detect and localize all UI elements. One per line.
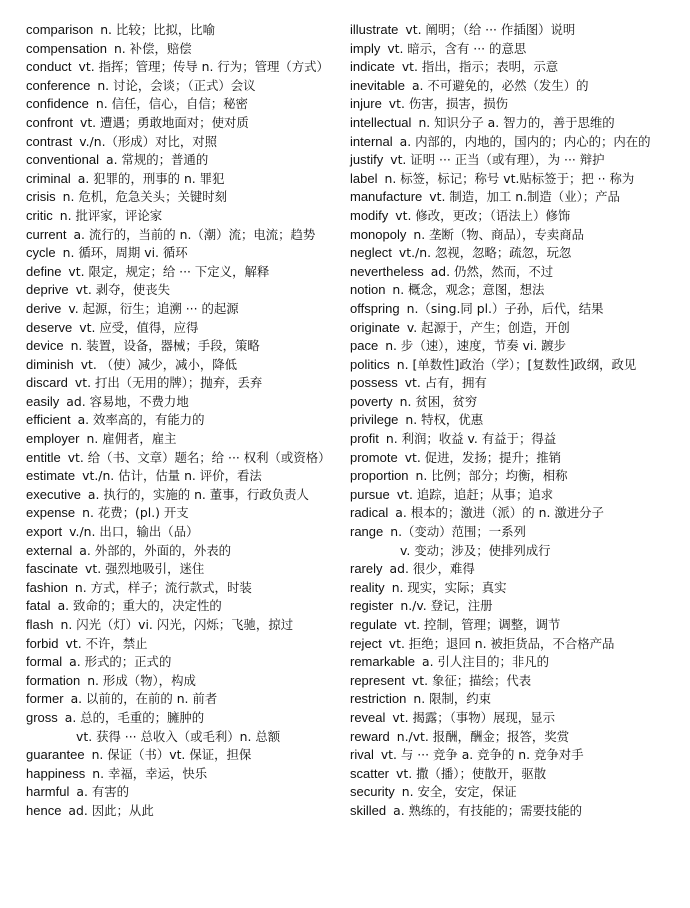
vocab-word: forbid xyxy=(26,635,59,651)
vocab-definition: n. 装置，设备，器械；手段，策略 xyxy=(70,338,260,354)
vocab-definition: n. 特权，优惠 xyxy=(405,412,484,428)
vocab-word: possess xyxy=(350,375,398,391)
vocab-word: represent xyxy=(350,672,405,688)
vocab-word: imply xyxy=(350,40,381,56)
vocab-word: reward xyxy=(350,728,390,744)
vocab-entry xyxy=(26,95,332,114)
vocab-definition: n. 比较；比拟，比喻 xyxy=(100,22,216,37)
vocab-definition: vt. 修改，更改；（语法上）修饰 xyxy=(395,207,571,223)
vocab-word: define xyxy=(26,263,62,279)
vocab-word: reject xyxy=(350,635,382,651)
vocab-definition: a. 有害的 xyxy=(76,784,130,800)
vocab-word: promote xyxy=(350,449,398,465)
vocab-definition: vt. 证明 ··· 正当（或有理），为 ··· 辩护 xyxy=(390,152,605,168)
vocab-entry xyxy=(350,672,678,691)
vocab-definition: a. 熟练的，有技能的；需要技能的 xyxy=(393,802,583,818)
vocab-word: expense xyxy=(26,505,76,521)
vocab-word: neglect xyxy=(350,245,392,261)
vocab-word: deprive xyxy=(26,282,69,298)
vocab-definition: v./n.（形成）对比，对照 xyxy=(79,133,218,149)
vocab-word: poverty xyxy=(350,393,393,409)
vocab-entry xyxy=(26,337,332,356)
vocab-entry xyxy=(26,226,332,245)
vocab-entry xyxy=(26,374,332,393)
vocab-definition: a. 根本的；激进（派）的 n. 激进分子 xyxy=(395,505,604,521)
vocab-definition: a. 以前的，在前的 n. 前者 xyxy=(70,691,218,707)
vocab-entry xyxy=(26,281,332,300)
vocab-word: easily xyxy=(26,393,60,409)
vocab-entry xyxy=(350,467,678,486)
vocab-definition: vt. 揭露；（事物）展现，显示 xyxy=(392,709,555,725)
vocab-definition: n. 知识分子 a. 智力的，善于思维的 xyxy=(418,114,615,130)
vocab-definition: n. 限制，约束 xyxy=(413,691,492,707)
vocab-definition: vt. 追踪，追赶；从事；追求 xyxy=(396,486,554,502)
vocab-definition: n. 安全，安定，保证 xyxy=(401,784,517,800)
vocab-entry xyxy=(26,114,332,133)
vocab-definition: vt. 应受，值得，应得 xyxy=(79,319,199,335)
vocab-entry xyxy=(350,597,678,616)
vocab-entry xyxy=(350,616,678,635)
vocab-entry xyxy=(350,653,678,672)
vocab-entry xyxy=(350,728,678,747)
vocab-word: privilege xyxy=(350,412,399,428)
vocab-definition: v./n. 出口，输出（品） xyxy=(69,524,199,540)
vocab-definition: vt. 撒（播）；使散开，驱散 xyxy=(396,765,547,781)
vocab-definition: a. 形式的；正式的 xyxy=(69,654,172,670)
vocab-definition: n. 利润；收益 v. 有益于；得益 xyxy=(385,431,557,447)
vocab-definition: n. [单数性]政治（学）；[复数性]政纲，政见 xyxy=(396,356,637,372)
vocab-entry xyxy=(350,430,678,449)
vocab-definition: v. 起源于，产生；创造，开创 xyxy=(406,319,570,335)
vocab-word: rarely xyxy=(350,561,383,577)
vocab-entry xyxy=(350,263,678,282)
vocab-word: radical xyxy=(350,505,389,521)
vocab-word: deserve xyxy=(26,319,73,335)
vocab-entry xyxy=(350,114,678,133)
vocab-definition: vt. 拒绝；退回 n. 被拒货品，不合格产品 xyxy=(388,635,615,651)
vocab-definition: vt. 促进，发扬；提升；推销 xyxy=(404,449,562,465)
vocab-entry xyxy=(26,21,332,40)
vocab-definition: vt./n. 忽视，忽略；疏忽，玩忽 xyxy=(398,245,572,261)
vocab-word: confront xyxy=(26,114,73,130)
vocab-definition: n. 贫困，贫穷 xyxy=(399,393,478,409)
vocab-entry xyxy=(26,504,332,523)
vocab-definition: n. 危机，危急关头；关键时刻 xyxy=(62,189,228,205)
vocab-entry xyxy=(350,690,678,709)
vocab-definition: n. 信任，信心，自信；秘密 xyxy=(95,96,248,112)
vocab-definition: n. 补偿，赔偿 xyxy=(113,40,192,56)
vocab-definition: vt. 打出（无用的牌）；抛弃，丢弃 xyxy=(74,375,263,391)
vocab-word: contrast xyxy=(26,133,73,149)
vocab-word: employer xyxy=(26,431,80,447)
vocab-definition: ad. 容易地，不费力地 xyxy=(66,393,189,409)
vocab-entry xyxy=(26,467,332,486)
vocab-definition: vt. 暗示，含有 ··· 的意思 xyxy=(387,40,527,56)
vocab-definition: a. 总的，毛重的；臃肿的 xyxy=(64,709,205,725)
vocab-word: indicate xyxy=(350,59,395,75)
vocab-entry xyxy=(26,690,332,709)
vocab-entry xyxy=(350,21,678,40)
vocab-definition: a. 执行的，实施的 n. 董事，行政负责人 xyxy=(87,486,309,502)
vocab-definition: n. 比例；部分；均衡，相称 xyxy=(415,468,568,484)
vocab-entry xyxy=(350,77,678,96)
vocab-entry xyxy=(350,170,678,189)
vocab-definition: vt. 剥夺，使丧失 xyxy=(75,282,171,298)
vocab-word: entitle xyxy=(26,449,61,465)
left-column xyxy=(26,21,332,908)
vocab-entry xyxy=(26,207,332,226)
vocab-entry xyxy=(350,151,678,170)
vocab-word: fascinate xyxy=(26,561,79,577)
vocab-entry xyxy=(26,300,332,319)
vocab-entry xyxy=(26,560,332,579)
vocab-entry xyxy=(350,207,678,226)
vocab-word: reality xyxy=(350,579,385,595)
vocab-definition: a. 不可避免的，必然（发生）的 xyxy=(411,77,589,93)
vocab-entry xyxy=(350,356,678,375)
vocab-word: cycle xyxy=(26,245,56,261)
vocab-entry xyxy=(350,133,678,152)
vocab-word: pursue xyxy=(350,486,390,502)
vocab-entry xyxy=(350,783,678,802)
vocab-definition: a. 犯罪的，刑事的 n. 罪犯 xyxy=(77,170,225,186)
vocab-entry xyxy=(26,430,332,449)
vocab-definition: n. 保证（书）vt. 保证，担保 xyxy=(91,747,252,763)
vocab-word: scatter xyxy=(350,765,390,781)
vocab-definition: n. 幸福，幸运，快乐 xyxy=(92,765,208,781)
vocab-entry xyxy=(350,449,678,468)
vocab-word: estimate xyxy=(26,468,76,484)
vocab-entry xyxy=(26,356,332,375)
vocab-word: flash xyxy=(26,617,54,632)
vocab-definition: a. 流行的，当前的 n.（潮）流；电流；趋势 xyxy=(73,226,316,242)
vocab-entry xyxy=(26,728,332,747)
vocab-word: pace xyxy=(350,338,379,354)
vocab-word: offspring xyxy=(350,300,400,316)
vocab-definition: vt. 占有，拥有 xyxy=(404,375,487,391)
vocab-entry xyxy=(26,170,332,189)
vocab-word: fashion xyxy=(26,579,68,595)
vocab-definition: n. 步（速），速度，节奏 vi. 踱步 xyxy=(385,338,567,354)
vocab-entry xyxy=(350,281,678,300)
vocab-word: crisis xyxy=(26,189,56,205)
vocab-word: discard xyxy=(26,375,68,391)
vocab-word: originate xyxy=(350,319,400,335)
vocab-entry xyxy=(26,449,332,468)
vocab-definition: n. 雇佣者，雇主 xyxy=(86,431,177,447)
vocab-definition: vt. 指出，指示；表明，示意 xyxy=(401,59,559,75)
vocab-entry xyxy=(26,393,332,412)
vocab-word: hence xyxy=(26,802,62,818)
vocab-entry xyxy=(26,77,332,96)
vocab-word: internal xyxy=(350,133,393,149)
vocab-definition: vt. 伤害，损害，损伤 xyxy=(388,96,508,112)
vocab-entry xyxy=(350,504,678,523)
vocab-entry xyxy=(350,746,678,765)
vocab-definition: n./v. 登记，注册 xyxy=(400,598,493,614)
vocab-word: inevitable xyxy=(350,77,405,93)
vocab-definition: a. 常规的；普通的 xyxy=(106,152,209,168)
vocab-word: regulate xyxy=(350,617,397,632)
vocab-entry xyxy=(350,374,678,393)
vocab-definition: vt. 获得 ··· 总收入（或毛利）n. 总额 xyxy=(76,728,281,744)
vocab-word: restriction xyxy=(350,691,407,707)
vocab-word: happiness xyxy=(26,765,86,781)
vocab-word: comparison xyxy=(26,22,94,37)
vocab-entry xyxy=(26,783,332,802)
vocab-definition: ad. 因此；从此 xyxy=(68,802,154,818)
vocab-entry xyxy=(350,411,678,430)
right-column xyxy=(350,21,678,908)
vocab-entry xyxy=(26,635,332,654)
vocab-word: skilled xyxy=(350,802,387,818)
vocab-definition: vt. （使）减少，减小，降低 xyxy=(80,356,238,372)
vocab-definition: a. 内部的，内地的，国内的；内心的；内在的 xyxy=(399,133,651,149)
vocab-word: reveal xyxy=(350,709,386,725)
vocab-word: external xyxy=(26,542,73,558)
vocab-word: guarantee xyxy=(26,747,85,763)
vocab-word: justify xyxy=(350,152,384,168)
vocab-entry xyxy=(26,672,332,691)
vocab-entry xyxy=(350,635,678,654)
vocab-entry xyxy=(350,319,678,338)
vocab-word: proportion xyxy=(350,468,409,484)
vocab-word: fatal xyxy=(26,598,51,614)
vocab-word: rival xyxy=(350,747,374,763)
vocab-entry xyxy=(350,486,678,505)
vocab-entry xyxy=(26,523,332,542)
vocab-word: politics xyxy=(350,356,390,372)
vocab-definition: n.（sing.同 pl.）子孙，后代，结果 xyxy=(406,300,604,316)
vocab-entry xyxy=(26,133,332,152)
vocab-word: gross xyxy=(26,709,58,725)
vocab-word: confidence xyxy=(26,96,89,112)
vocab-definition: a. 引人注目的；非凡的 xyxy=(422,654,550,670)
vocab-definition: n. 批评家，评论家 xyxy=(59,207,163,223)
vocab-entry xyxy=(350,244,678,263)
vocab-entry xyxy=(26,653,332,672)
vocab-entry xyxy=(26,40,332,59)
vocab-entry xyxy=(350,188,678,207)
vocab-definition: vt. 象征；描绘；代表 xyxy=(411,672,532,688)
vocab-entry xyxy=(350,560,678,579)
vocab-word: formal xyxy=(26,654,63,670)
vocab-word: label xyxy=(350,170,378,186)
vocab-entry xyxy=(26,616,332,635)
vocab-entry xyxy=(350,802,678,821)
vocab-entry xyxy=(350,95,678,114)
vocab-definition: vt. 限定，规定；给 ··· 下定义，解释 xyxy=(68,263,270,279)
vocab-word: injure xyxy=(350,96,382,112)
vocab-entry xyxy=(350,337,678,356)
vocab-definition: vt. 给（书、文章）题名；给 ··· 权利（或资格） xyxy=(67,449,331,465)
vocab-definition: vt. 阐明；（给 ··· 作插图）说明 xyxy=(405,22,576,37)
vocab-word: conduct xyxy=(26,59,72,75)
vocab-word: former xyxy=(26,691,64,707)
vocab-definition: n. 方式，样子；流行款式，时装 xyxy=(74,579,252,595)
vocab-word: remarkable xyxy=(350,654,416,670)
vocab-definition: n./vt. 报酬，酬金；报答，奖赏 xyxy=(396,728,570,744)
vocab-definition: n. 讨论，会谈；（正式）会议 xyxy=(97,77,256,93)
vocab-definition: ad. 很少，难得 xyxy=(389,561,475,577)
vocab-entry xyxy=(26,411,332,430)
vocab-entry xyxy=(350,709,678,728)
vocab-word: diminish xyxy=(26,356,74,372)
vocab-definition: n. 垄断（物、商品），专卖商品 xyxy=(413,226,584,242)
vocab-entry xyxy=(26,579,332,598)
vocab-definition: a. 效率高的，有能力的 xyxy=(77,412,205,428)
vocab-word: register xyxy=(350,598,394,614)
vocab-word: device xyxy=(26,338,64,354)
vocab-word: notion xyxy=(350,282,386,298)
vocab-definition: vt. 遭遇；勇敢地面对；使对质 xyxy=(79,114,249,130)
vocab-definition: vt. 与 ··· 竞争 a. 竞争的 n. 竞争对手 xyxy=(380,747,584,763)
vocab-entry xyxy=(26,709,332,728)
vocab-entry xyxy=(26,486,332,505)
vocab-word: intellectual xyxy=(350,114,412,130)
vocab-definition: n. 概念，观念；意图，想法 xyxy=(392,282,545,298)
vocab-word: formation xyxy=(26,672,81,688)
vocab-word: export xyxy=(26,524,63,540)
vocab-entry xyxy=(26,244,332,263)
vocab-definition: n. 标签，标记；称号 vt.贴标签于；把 ·· 称为 xyxy=(384,170,635,186)
vocab-definition: v. 起源，衍生；追溯 ··· 的起源 xyxy=(68,300,239,316)
vocab-word: efficient xyxy=(26,412,71,428)
vocab-word: nevertheless xyxy=(350,263,424,279)
vocab-entry xyxy=(350,300,678,319)
vocab-entry xyxy=(26,188,332,207)
vocab-word: manufacture xyxy=(350,189,423,205)
vocab-definition: vt. 不许，禁止 xyxy=(65,635,148,651)
vocab-word: compensation xyxy=(26,40,107,56)
vocab-word: modify xyxy=(350,207,389,223)
vocab-entry xyxy=(26,263,332,282)
vocab-word: critic xyxy=(26,207,53,223)
vocab-entry xyxy=(26,319,332,338)
vocab-word: executive xyxy=(26,486,81,502)
vocab-entry xyxy=(26,58,332,77)
vocab-definition: vt. 指挥；管理；传导 n. 行为；管理（方式） xyxy=(78,59,329,75)
vocab-word: derive xyxy=(26,300,62,316)
vocab-definition: ad. 仍然，然而，不过 xyxy=(430,263,554,279)
vocab-definition: n. 闪光（灯）vi. 闪光，闪烁；飞驰，掠过 xyxy=(60,617,294,632)
vocab-definition: n. 现实，实际；真实 xyxy=(391,579,507,595)
vocab-entry xyxy=(350,765,678,784)
vocab-word: conference xyxy=(26,77,91,93)
vocab-definition: a. 致命的；重大的，决定性的 xyxy=(57,598,222,614)
vocab-entry xyxy=(350,393,678,412)
vocab-entry xyxy=(26,802,332,821)
vocab-word: profit xyxy=(350,431,379,447)
vocab-definition: vt. 控制，管理；调整，调节 xyxy=(403,617,561,632)
vocab-definition: n.（变动）范围；一系列 xyxy=(390,524,526,540)
vocab-definition: n. 花费；(pl.) 开支 xyxy=(82,505,189,521)
vocab-word: conventional xyxy=(26,152,99,168)
vocab-word: range xyxy=(350,524,384,540)
vocab-entry xyxy=(350,226,678,245)
vocab-definition: v. 变动；涉及；使排列成行 xyxy=(400,542,551,558)
vocab-word: illustrate xyxy=(350,22,399,37)
vocab-definition: n. 形成（物），构成 xyxy=(87,672,196,688)
vocab-entry xyxy=(26,746,332,765)
vocab-entry xyxy=(26,542,332,561)
vocab-definition: vt. 制造，加工 n.制造（业）；产品 xyxy=(429,189,620,205)
vocab-word: security xyxy=(350,784,395,800)
vocab-entry xyxy=(350,40,678,59)
vocab-word: current xyxy=(26,226,67,242)
vocab-definition: a. 外部的，外面的，外表的 xyxy=(79,542,232,558)
vocab-entry xyxy=(26,151,332,170)
vocab-word: harmful xyxy=(26,784,70,800)
vocab-definition: n. 循环，周期 vi. 循环 xyxy=(62,245,188,261)
vocab-definition: vt./n. 估计，估量 n. 评价，看法 xyxy=(82,468,262,484)
vocab-word: monopoly xyxy=(350,226,407,242)
vocab-entry xyxy=(350,579,678,598)
vocab-entry xyxy=(350,523,678,542)
vocab-entry xyxy=(26,765,332,784)
vocab-definition: vt. 强烈地吸引，迷住 xyxy=(85,561,205,577)
vocab-entry xyxy=(350,58,678,77)
vocab-entry xyxy=(350,542,678,561)
vocab-word: criminal xyxy=(26,170,71,186)
vocab-entry xyxy=(26,597,332,616)
